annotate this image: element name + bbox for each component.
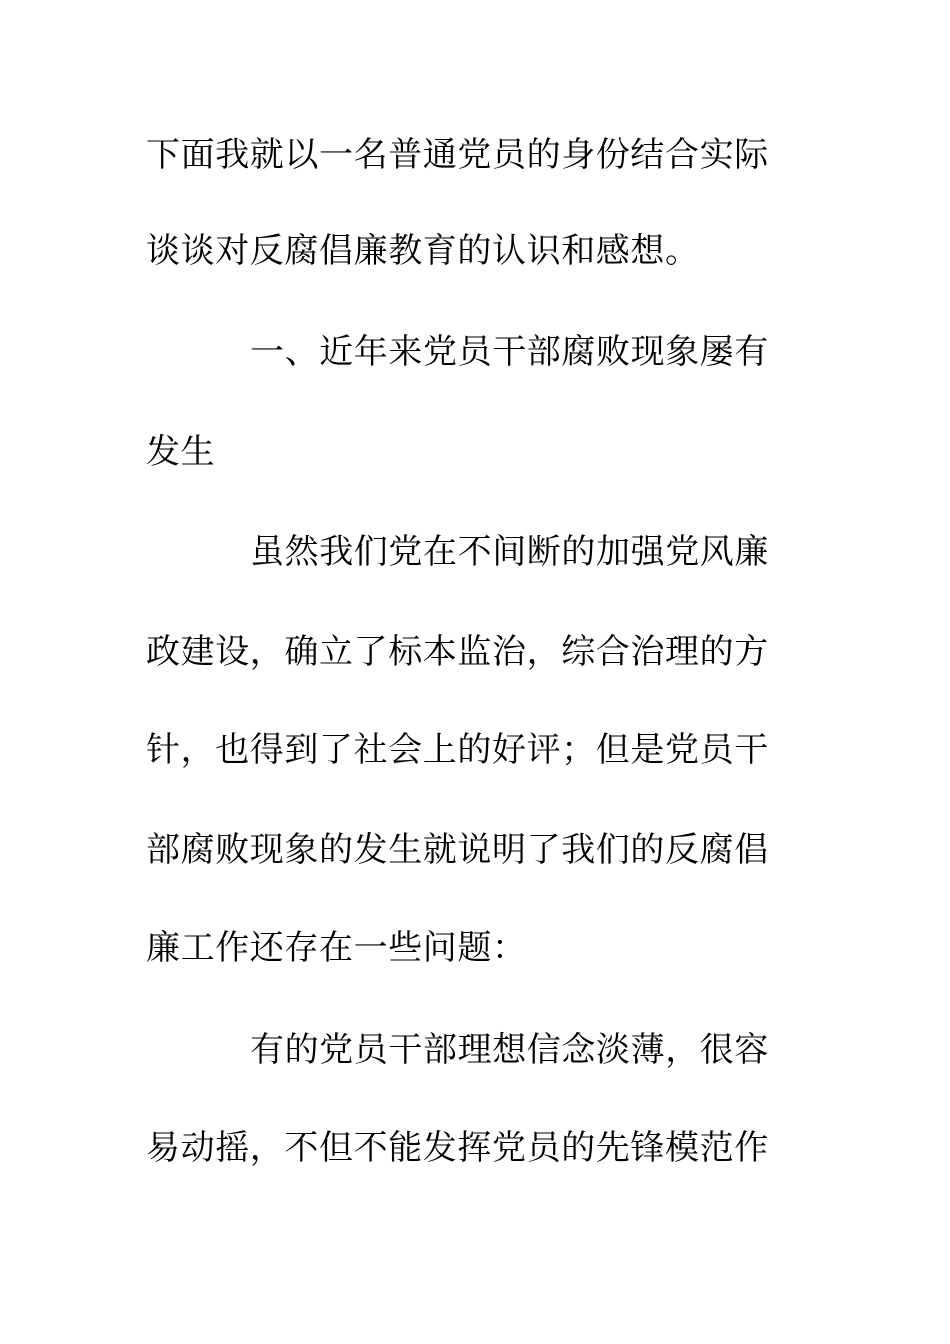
paragraph-line: 部腐败现象的发生就说明了我们的反腐倡: [146, 830, 769, 870]
paragraph-line: 政建设，确立了标本监治，综合治理的方: [146, 632, 769, 672]
paragraph-line: 有的党员干部理想信念淡薄，很容: [250, 1030, 769, 1070]
paragraph-line: 廉工作还存在一些问题：: [146, 928, 527, 968]
paragraph-line: 针，也得到了社会上的好评；但是党员干: [146, 730, 769, 770]
paragraph-line: 下面我就以一名普通党员的身份结合实际: [146, 135, 769, 175]
section-heading-line: 发生: [146, 432, 216, 472]
paragraph-line: 虽然我们党在不间断的加强党风廉: [250, 532, 769, 572]
section-heading-line: 一、近年来党员干部腐败现象屡有: [250, 332, 769, 372]
paragraph-line: 易动摇，不但不能发挥党员的先锋模范作: [146, 1128, 769, 1168]
paragraph-line: 谈谈对反腐倡廉教育的认识和感想。: [146, 231, 700, 271]
